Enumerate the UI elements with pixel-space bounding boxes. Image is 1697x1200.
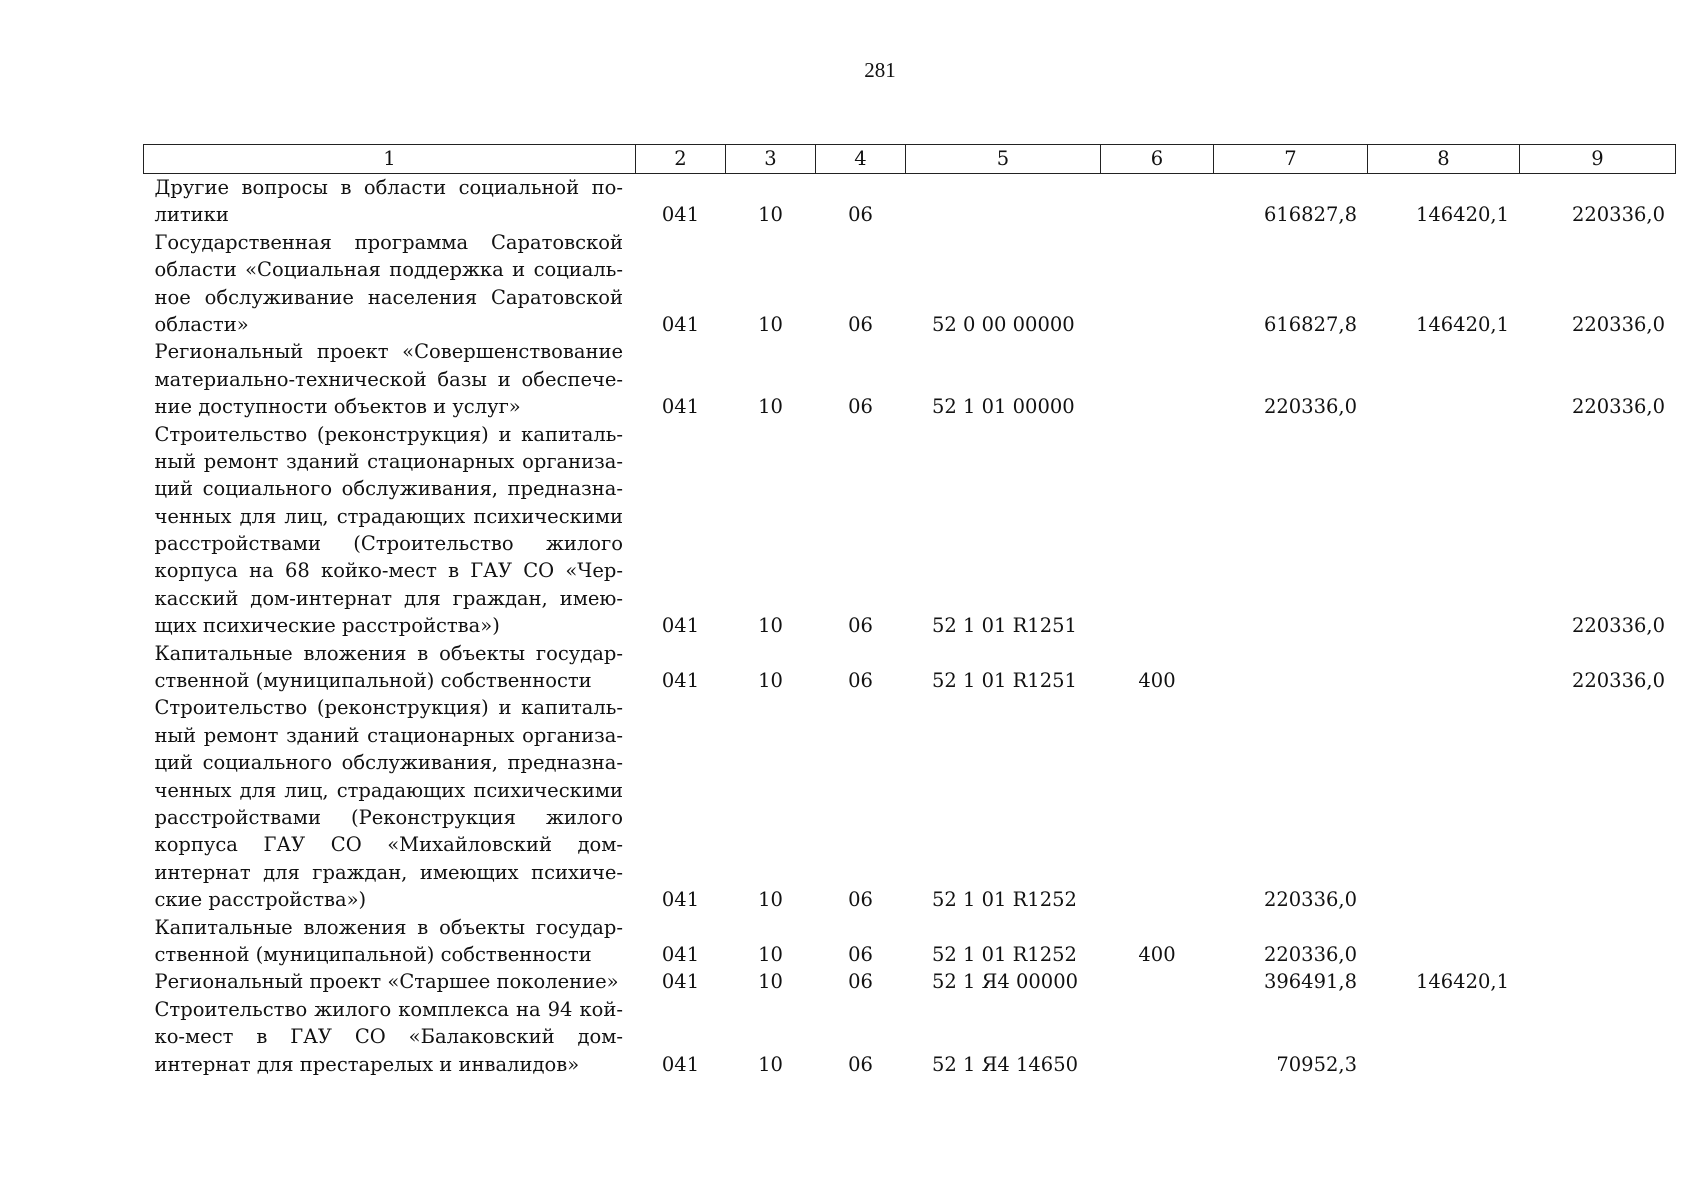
cell-subsection: 06 — [848, 614, 873, 638]
cell-ministry-code: 041 — [661, 312, 700, 336]
cell-expense-type: 400 — [1138, 942, 1176, 966]
cell-section: 10 — [758, 669, 783, 693]
cell-section: 10 — [758, 970, 783, 994]
table-body — [144, 174, 1676, 1078]
description-line: ций социального обслуживания, предназна- — [154, 477, 623, 501]
cell-target-article: 52 1 01 R1252 — [932, 888, 1077, 912]
table-row — [144, 996, 1676, 1078]
description-line: Региональный проект «Совершенствование — [154, 340, 623, 364]
description-line: литики — [154, 203, 229, 227]
description-line: Капитальные вложения в объекты государ- — [154, 641, 623, 665]
cell-amount-year-2 — [1368, 421, 1520, 640]
cell-section: 10 — [758, 888, 783, 912]
cell-section: 10 — [758, 395, 783, 419]
header-col-2: 2 — [636, 145, 726, 174]
description-line: корпуса ГАУ СО «Михайловский дом- — [154, 833, 623, 857]
cell-amount-year-3: 220336,0 — [1571, 669, 1665, 693]
description-line: материально-технической базы и обеспече- — [154, 367, 623, 391]
table-row — [144, 914, 1676, 969]
cell-amount-year-2 — [1368, 640, 1520, 695]
cell-amount-year-3 — [1520, 694, 1676, 913]
cell-target-article — [906, 174, 1101, 229]
cell-expense-type — [1101, 694, 1214, 913]
cell-section: 10 — [758, 312, 783, 336]
description-line: ный ремонт зданий стационарных организа- — [154, 449, 623, 473]
cell-amount-year-3: 220336,0 — [1571, 614, 1665, 638]
cell-expense-type — [1101, 421, 1214, 640]
cell-amount-year-3 — [1520, 996, 1676, 1078]
header-col-4: 4 — [816, 145, 906, 174]
description-line: интернат для престарелых и инвалидов» — [154, 1052, 580, 1076]
cell-expense-type — [1101, 996, 1214, 1078]
cell-amount-year-1: 396491,8 — [1263, 970, 1357, 994]
cell-ministry-code: 041 — [661, 1052, 700, 1076]
cell-description — [144, 996, 636, 1078]
description-line: расстройствами (Реконструкция жилого — [154, 805, 623, 829]
cell-amount-year-1: 616827,8 — [1263, 203, 1357, 227]
cell-target-article: 52 1 01 R1252 — [932, 942, 1077, 966]
cell-ministry-code: 041 — [661, 395, 700, 419]
cell-expense-type: 400 — [1138, 669, 1176, 693]
cell-amount-year-1 — [1214, 640, 1368, 695]
cell-target-article: 52 1 Я4 00000 — [932, 970, 1079, 994]
cell-ministry-code: 041 — [661, 942, 700, 966]
cell-amount-year-3 — [1520, 968, 1676, 995]
description-line: касский дом-интернат для граждан, имею- — [154, 586, 623, 610]
description-line: области «Социальная поддержка и социаль- — [154, 258, 623, 282]
cell-expense-type — [1101, 968, 1214, 995]
table-row — [144, 694, 1676, 913]
cell-subsection: 06 — [848, 203, 873, 227]
cell-amount-year-1: 616827,8 — [1263, 312, 1357, 336]
description-line: ственной (муниципальной) собственности — [154, 669, 592, 693]
cell-subsection: 06 — [848, 669, 873, 693]
cell-ministry-code: 041 — [661, 614, 700, 638]
cell-expense-type — [1101, 229, 1214, 339]
header-col-5: 5 — [906, 145, 1101, 174]
cell-description — [144, 229, 636, 339]
cell-amount-year-2: 146420,1 — [1415, 312, 1509, 336]
cell-ministry-code: 041 — [661, 970, 700, 994]
cell-description — [144, 968, 636, 995]
description-line: корпуса на 68 койко-мест в ГАУ СО «Чер- — [154, 559, 623, 583]
description-line: Строительство жилого комплекса на 94 кой- — [154, 997, 623, 1021]
cell-amount-year-2: 146420,1 — [1415, 203, 1509, 227]
cell-target-article: 52 0 00 00000 — [932, 312, 1075, 336]
cell-description — [144, 914, 636, 969]
cell-amount-year-3: 220336,0 — [1571, 203, 1665, 227]
cell-description — [144, 694, 636, 913]
cell-target-article: 52 1 01 R1251 — [932, 614, 1077, 638]
cell-amount-year-1 — [1214, 421, 1368, 640]
cell-target-article: 52 1 01 R1251 — [932, 669, 1077, 693]
cell-subsection: 06 — [848, 1052, 873, 1076]
cell-amount-year-1: 220336,0 — [1263, 888, 1357, 912]
header-col-3: 3 — [726, 145, 816, 174]
description-line: ный ремонт зданий стационарных организа- — [154, 723, 623, 747]
description-line: Государственная программа Саратовской — [154, 230, 623, 254]
cell-description — [144, 338, 636, 420]
cell-amount-year-2 — [1368, 338, 1520, 420]
description-line: ченных для лиц, страдающих психическими — [154, 778, 623, 802]
description-line: Другие вопросы в области социальной по- — [154, 176, 623, 199]
description-line: ное обслуживание населения Саратовской — [154, 285, 623, 309]
cell-amount-year-1: 220336,0 — [1263, 395, 1357, 419]
cell-amount-year-2 — [1368, 914, 1520, 969]
cell-ministry-code: 041 — [661, 888, 700, 912]
cell-target-article: 52 1 01 00000 — [932, 395, 1075, 419]
cell-subsection: 06 — [848, 970, 873, 994]
description-line: щих психические расстройства») — [154, 614, 500, 638]
table-row — [144, 229, 1676, 339]
cell-subsection: 06 — [848, 395, 873, 419]
table-row — [144, 338, 1676, 420]
cell-subsection: 06 — [848, 312, 873, 336]
table-row — [144, 174, 1676, 229]
header-col-8: 8 — [1368, 145, 1520, 174]
cell-description — [144, 421, 636, 640]
description-line: Капитальные вложения в объекты государ- — [154, 915, 623, 939]
cell-section: 10 — [758, 1052, 783, 1076]
cell-ministry-code: 041 — [661, 203, 700, 227]
cell-description — [144, 640, 636, 695]
header-row — [144, 145, 1676, 174]
cell-amount-year-3: 220336,0 — [1571, 395, 1665, 419]
description-line: Региональный проект «Старшее поколение» — [154, 970, 619, 994]
description-line: ко-мест в ГАУ СО «Балаковский дом- — [154, 1025, 623, 1049]
cell-subsection: 06 — [848, 888, 873, 912]
cell-amount-year-1: 220336,0 — [1263, 942, 1357, 966]
description-line: Строительство (реконструкция) и капиталь- — [154, 422, 623, 446]
description-line: ченных для лиц, страдающих психическими — [154, 504, 623, 528]
cell-expense-type — [1101, 174, 1214, 229]
table-row — [144, 968, 1676, 995]
description-line: ские расстройства») — [154, 888, 367, 912]
cell-expense-type — [1101, 338, 1214, 420]
budget-table — [143, 144, 1676, 1078]
table-row — [144, 421, 1676, 640]
cell-section: 10 — [758, 203, 783, 227]
table-header — [144, 145, 1676, 174]
cell-amount-year-3 — [1520, 914, 1676, 969]
table-row — [144, 640, 1676, 695]
cell-amount-year-1: 70952,3 — [1276, 1052, 1357, 1076]
header-col-9: 9 — [1520, 145, 1676, 174]
page-number: 281 — [864, 58, 896, 82]
cell-amount-year-3: 220336,0 — [1571, 312, 1665, 336]
description-line: Строительство (реконструкция) и капиталь- — [154, 696, 623, 720]
cell-section: 10 — [758, 614, 783, 638]
description-line: ние доступности объектов и услуг» — [154, 395, 521, 419]
description-line: ций социального обслуживания, предназна- — [154, 751, 623, 775]
cell-section: 10 — [758, 942, 783, 966]
cell-ministry-code: 041 — [661, 669, 700, 693]
description-line: ственной (муниципальной) собственности — [154, 942, 592, 966]
header-col-6: 6 — [1101, 145, 1214, 174]
cell-amount-year-2: 146420,1 — [1415, 970, 1509, 994]
header-col-7: 7 — [1214, 145, 1368, 174]
cell-amount-year-2 — [1368, 996, 1520, 1078]
description-line: расстройствами (Строительство жилого — [154, 532, 623, 556]
description-line: области» — [154, 312, 249, 336]
cell-description — [144, 174, 636, 229]
description-line: интернат для граждан, имеющих психиче- — [154, 860, 623, 884]
cell-amount-year-2 — [1368, 694, 1520, 913]
cell-subsection: 06 — [848, 942, 873, 966]
header-col-1: 1 — [144, 145, 636, 174]
cell-target-article: 52 1 Я4 14650 — [932, 1052, 1079, 1076]
